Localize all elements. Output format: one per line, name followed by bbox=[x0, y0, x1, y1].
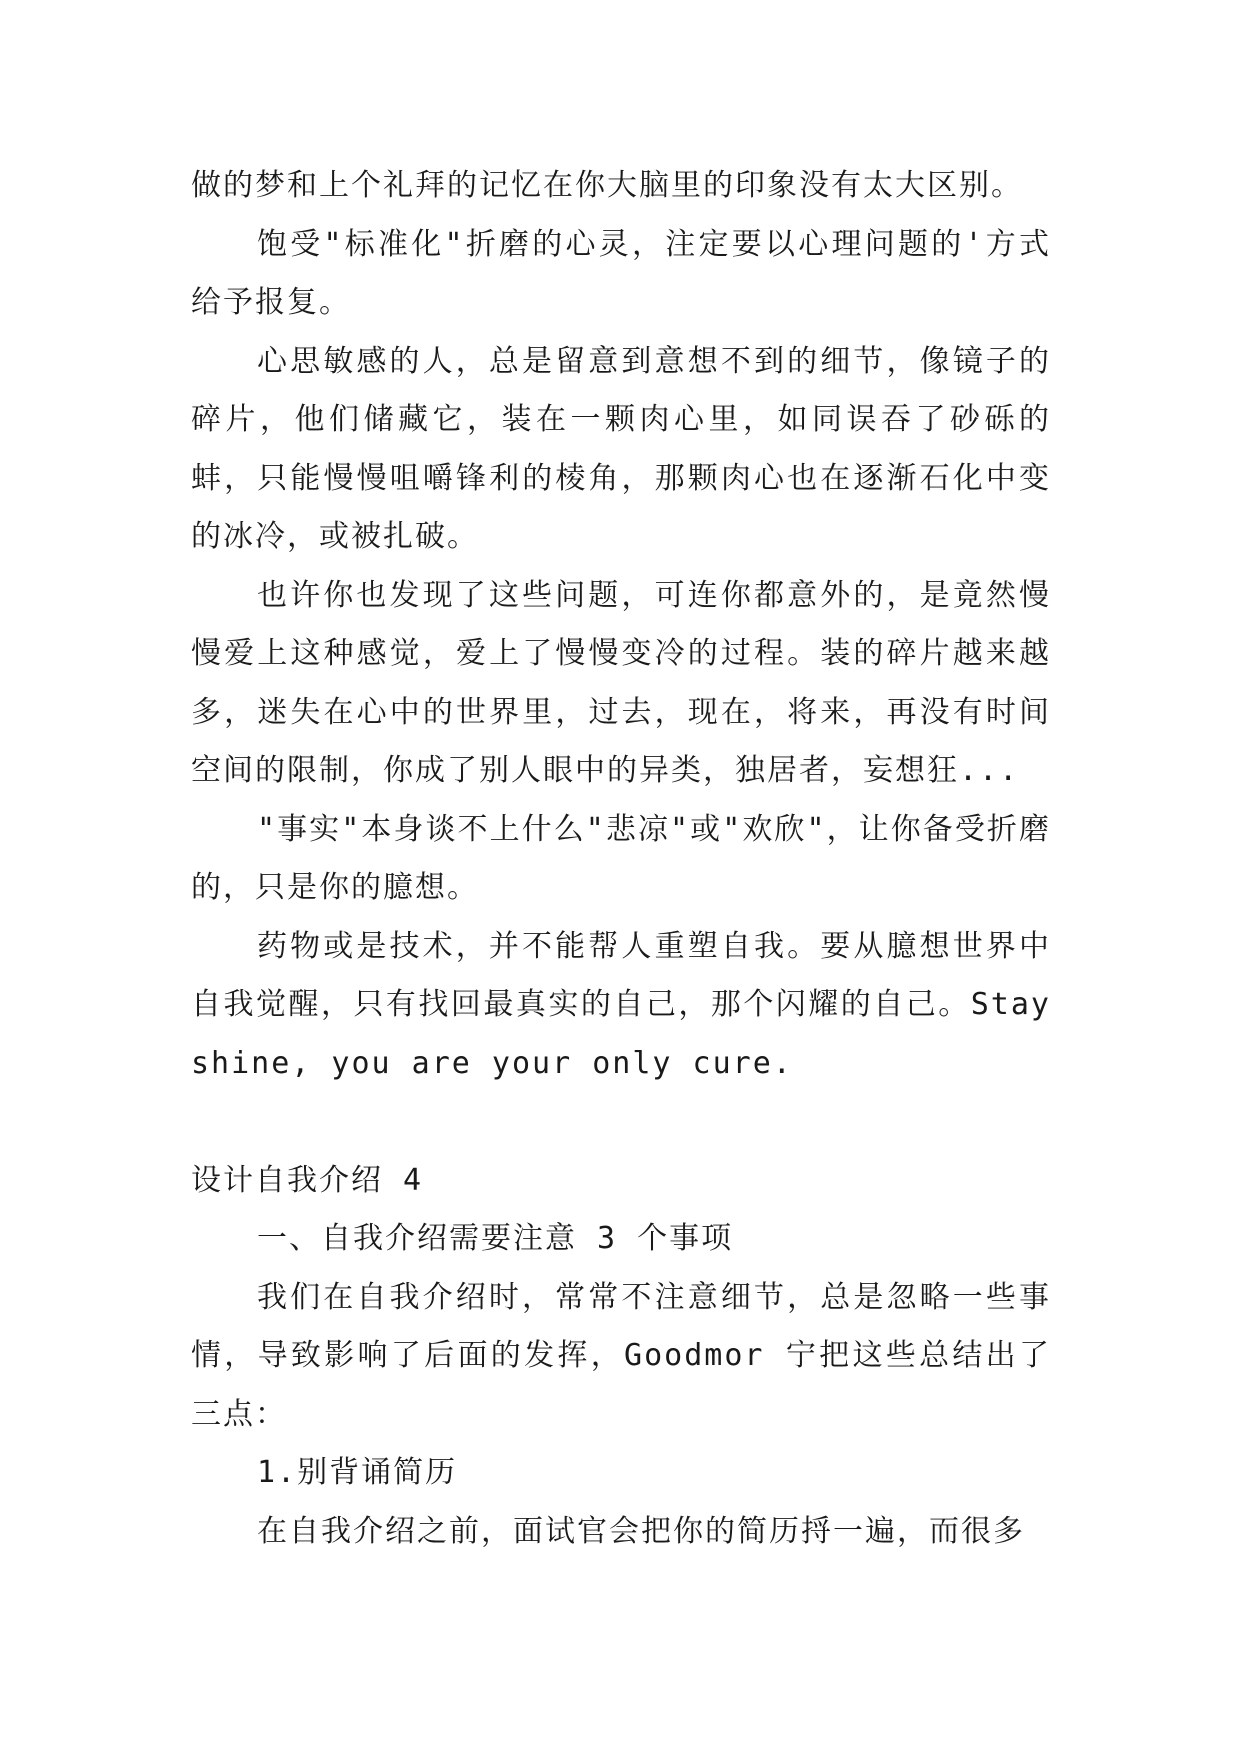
paragraph: "事实"本身谈不上什么"悲凉"或"欢欣"，让你备受折磨的，只是你的臆想。 bbox=[191, 811, 1051, 905]
section-title: 设计自我介绍 4 bbox=[191, 1162, 424, 1198]
paragraph: 药物或是技术，并不能帮人重塑自我。要从臆想世界中自我觉醒，只有找回最真实的自己，那个闪耀的自己。Stay shine, you are your only cure. bbox=[191, 928, 1051, 1081]
paragraph: 心思敏感的人，总是留意到意想不到的细节，像镜子的碎片，他们储藏它，装在一颗肉心里，如同误吞了砂砾的蚌，只能慢慢咀嚼锋利的棱角，那颗肉心也在逐渐石化中变的冰冷，或被扎破。 bbox=[191, 343, 1051, 554]
paragraph: 饱受"标准化"折磨的心灵，注定要以心理问题的'方式给予报复。 bbox=[191, 226, 1051, 320]
paragraph: 我们在自我介绍时，常常不注意细节，总是忽略一些事情，导致影响了后面的发挥，Goodmor 宁把这些总结出了三点： bbox=[191, 1279, 1051, 1432]
paragraph-continuation: 做的梦和上个礼拜的记忆在你大脑里的印象没有太大区别。 bbox=[191, 168, 1023, 203]
paragraph: 在自我介绍之前，面试官会把你的简历捋一遍，而很多 bbox=[257, 1513, 1025, 1549]
document-body bbox=[191, 157, 1051, 1561]
blank-line bbox=[191, 1093, 1051, 1152]
paragraph: 也许你也发现了这些问题，可连你都意外的，是竟然慢慢爱上这种感觉，爱上了慢慢变冷的过程。装的碎片越来越多，迷失在心中的世界里，过去，现在，将来，再没有时间空间的限制，你成了别人眼中的异类，独居者，妄想狂... bbox=[191, 577, 1051, 788]
item-title: 1.别背诵简历 bbox=[257, 1455, 458, 1490]
section-subtitle: 一、自我介绍需要注意 3 个事项 bbox=[257, 1221, 734, 1256]
